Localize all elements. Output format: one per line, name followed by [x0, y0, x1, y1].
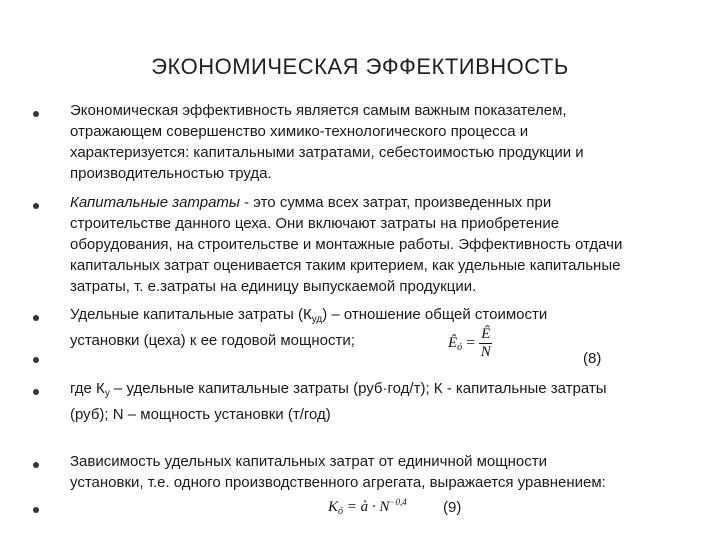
formula-body: = à · N [343, 499, 390, 515]
bullet-icon [33, 357, 39, 363]
text-line: Зависимость удельных капитальных затрат от единичной мощности [70, 453, 547, 470]
bullet-icon [33, 315, 39, 321]
text-line: Экономическая эффективность является самым важным показателем, [70, 102, 567, 119]
text-line: характеризуется: капитальными затратами, себестоимостью продукции и [70, 144, 584, 161]
text-line: затраты, т. е.затраты на единицу выпускаемой продукции. [70, 278, 477, 295]
paragraph-capital-costs [70, 192, 680, 297]
equation-number-8: (8) [583, 350, 602, 367]
formula-9 [328, 497, 407, 517]
text-line: отражающем совершенство химико-технологического процесса и [70, 123, 529, 140]
text-line: капитальных затрат оценивается таким критерием, как удельные капитальные [70, 257, 621, 274]
text-line [70, 192, 680, 213]
formula-exponent: −0,4 [389, 497, 407, 507]
paragraph-definitions [70, 378, 680, 425]
formula-fraction [479, 326, 492, 361]
bullet-icon [33, 203, 39, 209]
equation-number-9: (9) [443, 499, 462, 516]
text-line: производительностью труда. [70, 165, 272, 182]
text-fragment: Удельные капитальные затраты (К [70, 306, 312, 323]
text-line [70, 378, 680, 404]
bullet-icon [33, 111, 39, 117]
subscript: у [104, 388, 110, 399]
formula-subscript: ó [338, 506, 344, 517]
paragraph-dependency [70, 451, 680, 493]
text-line: установки, т.е. одного производственного агрегата, выражается уравнением: [70, 474, 606, 491]
formula-lhs: Ê [448, 335, 458, 351]
formula-lhs: K [328, 499, 339, 515]
text-line: (руб); N – мощность установки (т/год) [70, 406, 331, 423]
text-line: установки (цеха) к ее годовой мощности; [70, 332, 355, 349]
text-line: строительстве данного цеха. Они включают затраты на приобретение [70, 215, 560, 232]
bullet-icon [33, 507, 39, 513]
text-line [70, 304, 680, 330]
slide-title: ЭКОНОМИЧЕСКАЯ ЭФФЕКТИВНОСТЬ [151, 54, 569, 79]
paragraph-specific-costs [70, 304, 680, 354]
bullet-icon [33, 389, 39, 395]
text-fragment: ) – отношение общей стоимости [322, 306, 548, 323]
term-capital-costs: Капитальные затраты [70, 194, 240, 211]
fraction-numerator: Ê [481, 326, 491, 342]
paragraph-economic-efficiency [70, 100, 680, 184]
text-fragment: где К [70, 380, 105, 397]
bullet-icon [33, 462, 39, 468]
formula-equals: = [462, 334, 480, 352]
subscript: уд [311, 314, 323, 325]
text-fragment: - это сумма всех затрат, произведенных при [239, 194, 552, 211]
text-line: оборудования, на строительстве и монтажные работы. Эффективность отдачи [70, 236, 623, 253]
fraction-denominator: N [480, 344, 491, 360]
formula-subscript: ó [457, 342, 463, 354]
text-fragment: – удельные капитальные затраты (руб·год/т); К - капитальные затраты [109, 380, 607, 397]
formula-8 [448, 326, 492, 361]
